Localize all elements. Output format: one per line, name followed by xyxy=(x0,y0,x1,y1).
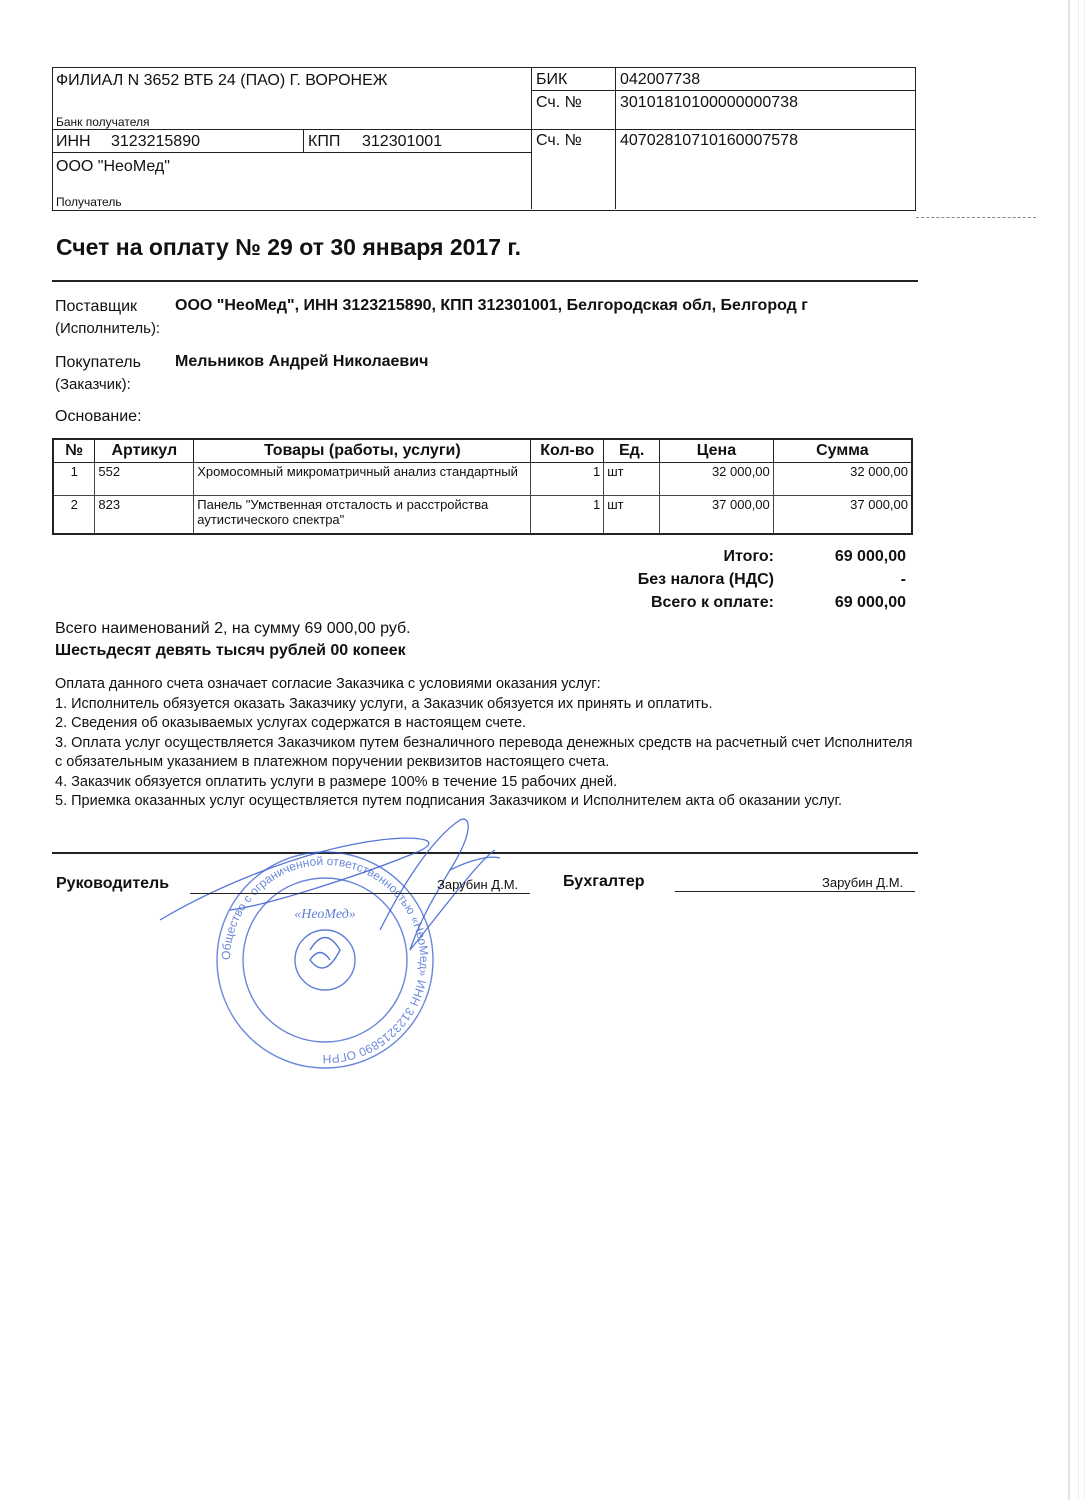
row-qty: 1 xyxy=(531,496,604,534)
bank-requisites-block xyxy=(52,67,916,211)
scan-edge xyxy=(1078,0,1079,1500)
stamp-center-text: «НеоМед» xyxy=(294,907,356,922)
row-sum: 37 000,00 xyxy=(773,496,912,534)
row-goods-name: Хромосомный микроматричный анализ стандартный xyxy=(194,463,531,496)
corr-account-value: 30101810100000000738 xyxy=(620,94,798,111)
supplier-sublabel: (Исполнитель): xyxy=(55,320,161,337)
col-goods: Товары (работы, услуги) xyxy=(194,439,531,463)
account-label: Сч. № xyxy=(536,132,582,149)
col-sum: Сумма xyxy=(773,439,912,463)
recipient-name: ООО "НеоМед" xyxy=(56,158,170,175)
head-name: Зарубин Д.М. xyxy=(437,877,519,892)
signature-stroke xyxy=(450,857,500,870)
col-sku: Артикул xyxy=(95,439,194,463)
terms-item: 1. Исполнитель обязуется оказать Заказчику услуги, а Заказчик обязуется их принять и оплатить. xyxy=(55,695,713,712)
scan-edge xyxy=(1084,0,1085,1500)
accountant-signature-line xyxy=(675,891,915,892)
stamp-outer-ring xyxy=(217,852,433,1068)
terms-item: 2. Сведения об оказываемых услугах содержатся в настоящем счете. xyxy=(55,715,527,731)
divider xyxy=(303,129,304,152)
col-unit: Ед. xyxy=(604,439,660,463)
divider xyxy=(53,129,915,130)
table-row xyxy=(53,463,912,496)
goods-table xyxy=(52,438,913,535)
invoice-title: Счет на оплату № 29 от 30 января 2017 г. xyxy=(56,234,522,260)
col-number: № xyxy=(53,439,95,463)
row-goods-name: Панель "Умственная отсталость и расстройства аутистического спектра" xyxy=(194,496,531,534)
bik-label: БИК xyxy=(536,71,568,88)
scan-dash-line xyxy=(916,217,1036,218)
amount-due-value: 69 000,00 xyxy=(834,594,906,611)
terms-item: 4. Заказчик обязуется оплатить услуги в размере 100% в течение 15 рабочих дней. xyxy=(55,773,618,790)
bank-name: ФИЛИАЛ N 3652 ВТБ 24 (ПАО) Г. ВОРОНЕЖ xyxy=(56,72,388,89)
buyer-value: Мельников Андрей Николаевич xyxy=(175,353,429,370)
accountant-label: Бухгалтер xyxy=(563,873,645,890)
row-sum: 32 000,00 xyxy=(773,463,912,496)
stamp-ring-text: Общество с ограниченной ответственностью «НеоМед» ИНН 3123215890 ОГРН xyxy=(218,853,432,1067)
stamp-center-ring xyxy=(295,930,355,990)
inn-label: ИНН xyxy=(56,133,91,150)
bank-label: Банк получателя xyxy=(56,115,150,129)
row-number: 1 xyxy=(53,463,95,496)
stamp-logo-mark xyxy=(310,938,340,969)
terms-item: 5. Приемка оказанных услуг осуществляется путем подписания Заказчиком и Исполнителем акта об оказании услуг. xyxy=(55,793,843,809)
company-stamp xyxy=(150,810,540,1070)
head-signature-line xyxy=(190,893,530,894)
kpp-label: КПП xyxy=(308,133,341,150)
terms-intro: Оплата данного счета означает согласие Заказчика с условиями оказания услуг: xyxy=(55,676,601,692)
row-sku: 552 xyxy=(95,463,194,496)
buyer-label: Покупатель xyxy=(55,354,141,371)
row-qty: 1 xyxy=(531,463,604,496)
account-value: 40702810710160007578 xyxy=(620,132,798,149)
accountant-name: Зарубин Д.М. xyxy=(822,875,904,890)
payment-terms xyxy=(55,675,915,812)
bik-value: 042007738 xyxy=(620,71,701,88)
vat-value: - xyxy=(900,571,906,588)
amount-in-words: Шестьдесят девять тысяч рублей 00 копеек xyxy=(55,642,406,659)
divider xyxy=(531,90,915,91)
items-summary: Всего наименований 2, на сумму 69 000,00 руб. xyxy=(55,620,411,637)
title-rule xyxy=(52,280,918,282)
buyer-sublabel: (Заказчик): xyxy=(55,376,131,393)
col-price: Цена xyxy=(660,439,774,463)
recipient-label: Получатель xyxy=(56,195,122,209)
basis-label: Основание: xyxy=(55,408,142,425)
total-label: Итого: xyxy=(723,548,774,565)
supplier-label: Поставщик xyxy=(55,298,138,315)
row-price: 32 000,00 xyxy=(660,463,774,496)
row-unit: шт xyxy=(604,496,660,534)
terms-item: 3. Оплата услуг осуществляется Заказчиком путем безналичного перевода денежных средств на расчетный счет Исполнителя с обязательным указанием в платежном поручении реквизитов настоящего счета. xyxy=(55,734,913,770)
supplier-value: ООО "НеоМед", ИНН 3123215890, КПП 312301001, Белгородская обл, Белгород г xyxy=(175,297,808,314)
table-header-row xyxy=(53,439,912,463)
row-number: 2 xyxy=(53,496,95,534)
divider xyxy=(53,152,531,153)
col-qty: Кол-во xyxy=(531,439,604,463)
table-row xyxy=(53,496,912,534)
corr-account-label: Сч. № xyxy=(536,94,582,111)
row-price: 37 000,00 xyxy=(660,496,774,534)
scan-edge xyxy=(1068,0,1070,1500)
inn-value: 3123215890 xyxy=(111,133,200,150)
row-sku: 823 xyxy=(95,496,194,534)
kpp-value: 312301001 xyxy=(362,133,443,150)
vat-label: Без налога (НДС) xyxy=(637,571,774,588)
head-label: Руководитель xyxy=(56,875,170,892)
total-value: 69 000,00 xyxy=(834,548,906,565)
row-unit: шт xyxy=(604,463,660,496)
amount-due-label: Всего к оплате: xyxy=(650,594,774,611)
